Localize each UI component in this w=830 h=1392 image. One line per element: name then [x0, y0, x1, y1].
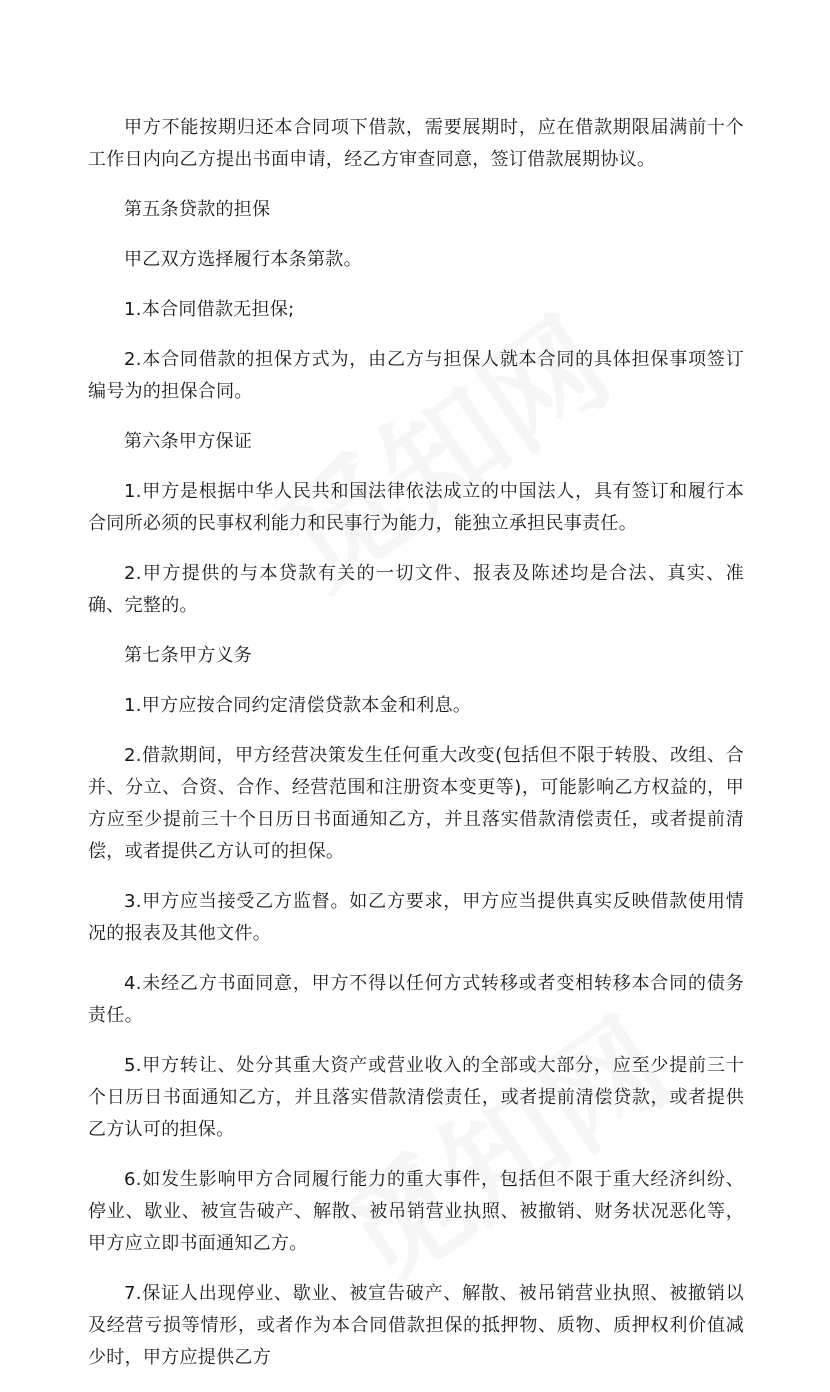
- paragraph-obligation-2: 2.借款期间，甲方经营决策发生任何重大改变(包括但不限于转股、改组、合并、分立、合资、合作、经营范围和注册资本变更等)，可能影响乙方权益的，甲方应至少提前三十个日历日书面通知乙方，并且落实借款清偿责任，或者提前清偿，或者提供乙方认可的担保。: [88, 745, 744, 862]
- paragraph-obligation-4: 4.未经乙方书面同意，甲方不得以任何方式转移或者变相转移本合同的债务责任。: [88, 973, 744, 1026]
- heading-article-7: 第七条甲方义务: [124, 645, 253, 666]
- paragraph-obligation-5: 5.甲方转让、处分其重大资产或营业收入的全部或大部分，应至少提前三十个日历日书面通知乙方，并且落实借款清偿责任，或者提前清偿贷款，或者提供乙方认可的担保。: [88, 1055, 744, 1140]
- paragraph-obligation-1: 1.甲方应按合同约定清偿贷款本金和利息。: [124, 695, 472, 716]
- paragraph-extension-request: 甲方不能按期归还本合同项下借款，需要展期时，应在借款期限届满前十个工作日内向乙方提出书面申请，经乙方审查同意，签订借款展期协议。: [88, 117, 744, 170]
- paragraph-obligation-3: 3.甲方应当接受乙方监督。如乙方要求，甲方应当提供真实反映借款使用情况的报表及其他文件。: [88, 891, 744, 944]
- paragraph-obligation-7: 7.保证人出现停业、歇业、被宣告破产、解散、被吊销营业执照、被撤销以及经营亏损等情形，或者作为本合同借款担保的抵押物、质物、质押权利价值减少时，甲方应提供乙方: [88, 1283, 744, 1368]
- paragraph-warranty-1: 1.甲方是根据中华人民共和国法律依法成立的中国法人，具有签订和履行本合同所必须的民事权利能力和民事行为能力，能独立承担民事责任。: [88, 481, 744, 534]
- paragraph-guarantee-method: 2.本合同借款的担保方式为，由乙方与担保人就本合同的具体担保事项签订编号为的担保合同。: [88, 349, 744, 402]
- paragraph-obligation-6: 6.如发生影响甲方合同履行能力的重大事件，包括但不限于重大经济纠纷、停业、歇业、被宣告破产、解散、被吊销营业执照、被撤销、财务状况恶化等，甲方应立即书面通知乙方。: [88, 1169, 744, 1254]
- paragraph-guarantee-choice: 甲乙双方选择履行本条第款。: [124, 249, 362, 270]
- document-body: [88, 112, 744, 1392]
- heading-article-5: 第五条贷款的担保: [124, 199, 271, 220]
- paragraph-no-guarantee: 1.本合同借款无担保;: [124, 299, 295, 320]
- heading-article-6: 第六条甲方保证: [124, 431, 253, 452]
- paragraph-warranty-2: 2.甲方提供的与本贷款有关的一切文件、报表及陈述均是合法、真实、准确、完整的。: [88, 563, 744, 616]
